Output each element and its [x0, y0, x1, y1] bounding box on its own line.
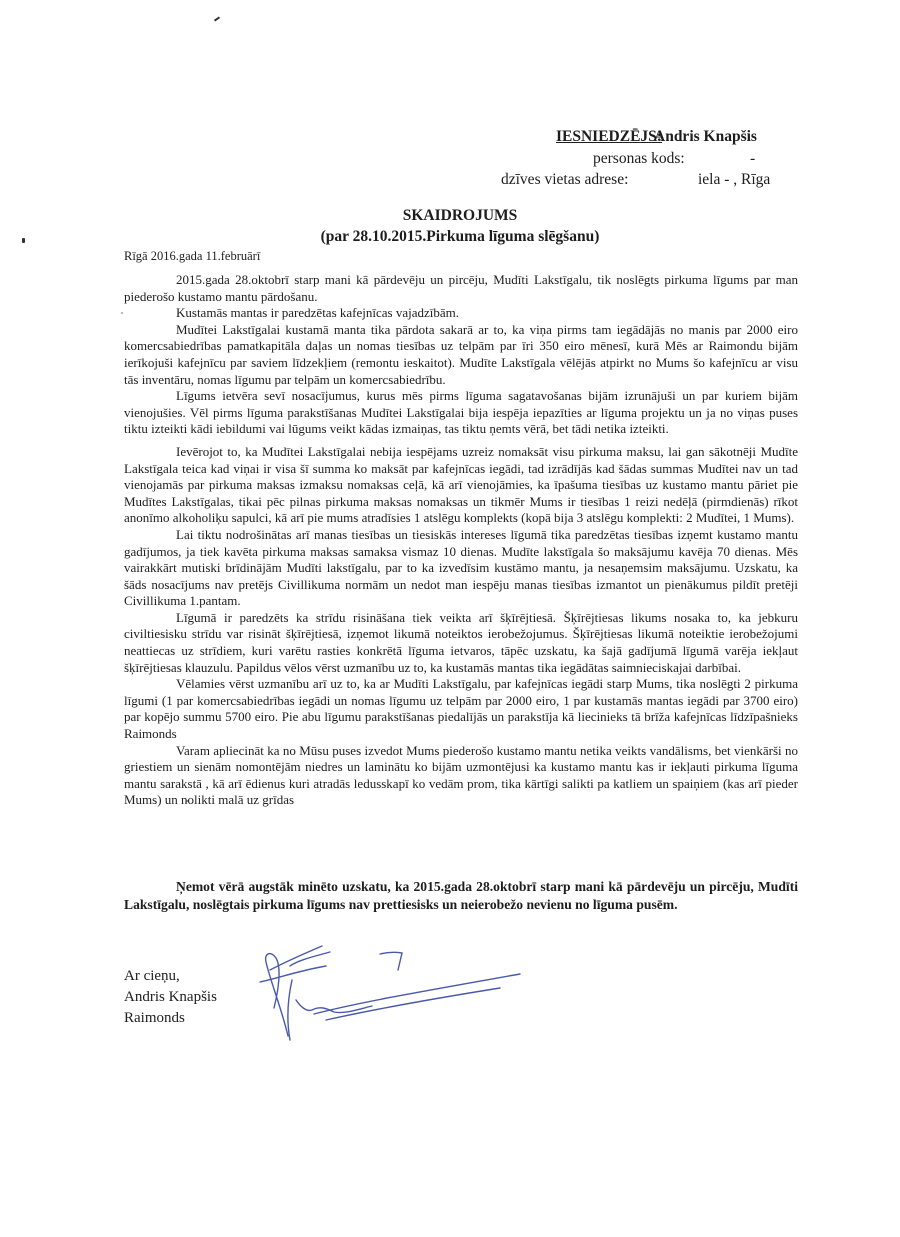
address-value: iela - , Rīga — [698, 171, 771, 188]
applicant-label: IESNIEDZĒJS: — [556, 128, 662, 145]
handwritten-signature — [230, 940, 530, 1050]
paragraph: Mudītei Lakstīgalai kustamā manta tika pārdota sakarā ar to, ka viņa pirms tam iegādājās no manis par 2000 eiro komercsabiedrības pamatkapitāla daļas un nomas tiesības uz telpām par īri 350 eiro mēnesī, kurā Mēs ar Raimondu bijām ierīkojuši kafejnīcu par saviem līdzekļiem (remontu ieskaitot). Mudīte Lakstīgala vēlējās atpirkt no Mums šo kafejnīcu ar visu tās inventāru, nomas līgumu par telpām un komercsabiedrību. — [124, 321, 798, 387]
scan-speck — [121, 312, 123, 314]
scan-speck — [214, 16, 220, 21]
paragraph: Kustamās mantas ir paredzētas kafejnīcas vajadzībām. — [176, 305, 459, 321]
document-title: SKAIDROJUMS — [402, 207, 518, 224]
document-body — [124, 272, 798, 809]
paragraph: Ievērojot to, ka Mudītei Lakstīgalai nebija iespējams uzreiz nomaksāt visu pirkuma maksu, lai gan sākotnēji Mudīte Lakstīgala teica kad viņai ir visa šī summa ko maksāt par kafejnīcas iegādi, tad izrādījās kad šādas summas Mudītei nav un tad vienojamās par pirkuma maksas izmaksu nomaksas ceļā, kā arī vienojāmies, ka īpašuma tiesības uz kustamo mantu pāriet pie Mudītes Lakstīgalas, tikai pēc pilnas pirkuma maksas nomaksas un tikmēr Mums ir tiesības 1 reizi nedēļā (pirmdienās) rīkot anonīmo alkoholiķu sapulci, kā arī pie mums atradīsies 1 atslēgu komplekts (kopā bija 3 atslēgu komplekti: 2 Mudītei, 1 Mums). — [124, 443, 798, 526]
place-date: Rīgā 2016.gada 11.februārī — [124, 249, 261, 263]
signer-name: Raimonds — [124, 1010, 185, 1026]
signer-name: Andris Knapšis — [124, 989, 217, 1005]
paragraph: Vēlamies vērst uzmanību arī uz to, ka ar Mudīti Lakstīgalu, par kafejnīcas iegādi starp Mums, tika noslēgti 2 pirkuma līgumi (1 par komercsabiedrības iegādi un nomas līgumu uz telpām par 2000 eiro, 1 par kustamās mantas iegādi par 3700 eiro) par kopējo summu 5700 eiro. Pie abu līgumu parakstīšanas piedalījās un parakstīja kā liecinieks tā brīža kafejnīcas līdzīpašnieks Raimonds — [124, 676, 798, 742]
paragraph: Līgums ietvēra sevī nosacījumus, kurus mēs pirms līguma sagatavošanas bijām izrunājuši un par kuriem bijām vienojušies. Vēl pirms līguma parakstīšanas Mudītei Lakstīgalai bija iespēja iepazīties ar līguma projektu un ja no viņas puses tiktu izteikti kādi iebildumi vai lūgums veikt kādas izmaiņas, tas tiktu ņemts vērā, bet tādi netika izteikti. — [124, 388, 798, 437]
paragraph: 2015.gada 28.oktobrī starp mani kā pārdevēju un pircēju, Mudīti Lakstīgalu, tik noslēgts pirkuma līgums par man piederošo kustamo mantu pārdošanu. — [124, 272, 798, 304]
scan-speck — [22, 238, 25, 243]
document-subtitle: (par 28.10.2015.Pirkuma līguma slēgšanu) — [320, 228, 600, 245]
personal-code-value: - — [750, 150, 756, 167]
address-label: dzīves vietas adrese: — [501, 171, 629, 188]
applicant-name: Andris Knapšis — [654, 128, 757, 145]
conclusion-paragraph: Ņemot vērā augstāk minēto uzskatu, ka 2015.gada 28.oktobrī starp mani kā pārdevēju un pircēju, Mudīti Lakstīgalu, noslēgtais pirkuma līgums nav prettiesisks un neierobežo nevienu no līguma pusēm. — [124, 879, 798, 912]
personal-code-label: personas kods: — [593, 150, 685, 167]
closing-greeting: Ar cieņu, — [124, 968, 180, 984]
paragraph: Līgumā ir paredzēts ka strīdu risināšana tiek veikta arī šķīrējtiesā. Šķīrējtiesas likums nosaka to, ka jebkuru civiltiesisku strīdu var risināt šķīrējtiesā, izņemot likumā noteiktos ierobežojumus. Šķīrējtiesas likumā noteiktie ierobežojumi neattiecas uz strīdiem, kuri varētu rasties konkrētā līguma ietvaros, tāpēc uzskatu, ka šajā gadījumā līgumā varēja iekļaut šķīrējtiesas klauzulu. Papildus vēlos vērst uzmanību uz to, ka kustamās mantas tika iegādātas saimnieciskajai darbībai. — [124, 609, 798, 675]
paragraph: Lai tiktu nodrošinātas arī manas tiesības un tiesiskās intereses līgumā tika paredzētas tiesības izņemt kustamo mantu gadījumos, ja tiek kavēta pirkuma maksas samaksa vismaz 10 dienas. Mudīte lakstīgala šo maksājumu kavēja 70 dienas. Mēs vairakkārt mutiski brīdinājām Mudīti lakstīgalu, par to ka izvedīsim kustāmo mantu, ja nesaņemsim maksājumu. Uzskatu, ka šāds nosacījums nav pretējs Civillikuma normām un nedot man iespēju manas tiesības izmantot un pienākumus pildīt pretēji Civillikuma 1.pantam. — [124, 526, 798, 609]
paragraph: Varam apliecināt ka no Mūsu puses izvedot Mums piederošo kustamo mantu netika veikts vandālisms, bet vienkārši no griestiem un sienām nomontējām niedres un laminātu ko bijām uzmontējusi ka kustamo mantu kas ir iekļauti pirkuma līguma mantu sarakstā , kā arī ēdienus kuri atradās ledusskapī ko vedām prom, tika kārtīgi salikti pa katliem un spaiņiem (kas arī pieder Mums) un nolikti malā uz grīdas — [124, 742, 798, 808]
closing-block — [124, 966, 217, 1029]
